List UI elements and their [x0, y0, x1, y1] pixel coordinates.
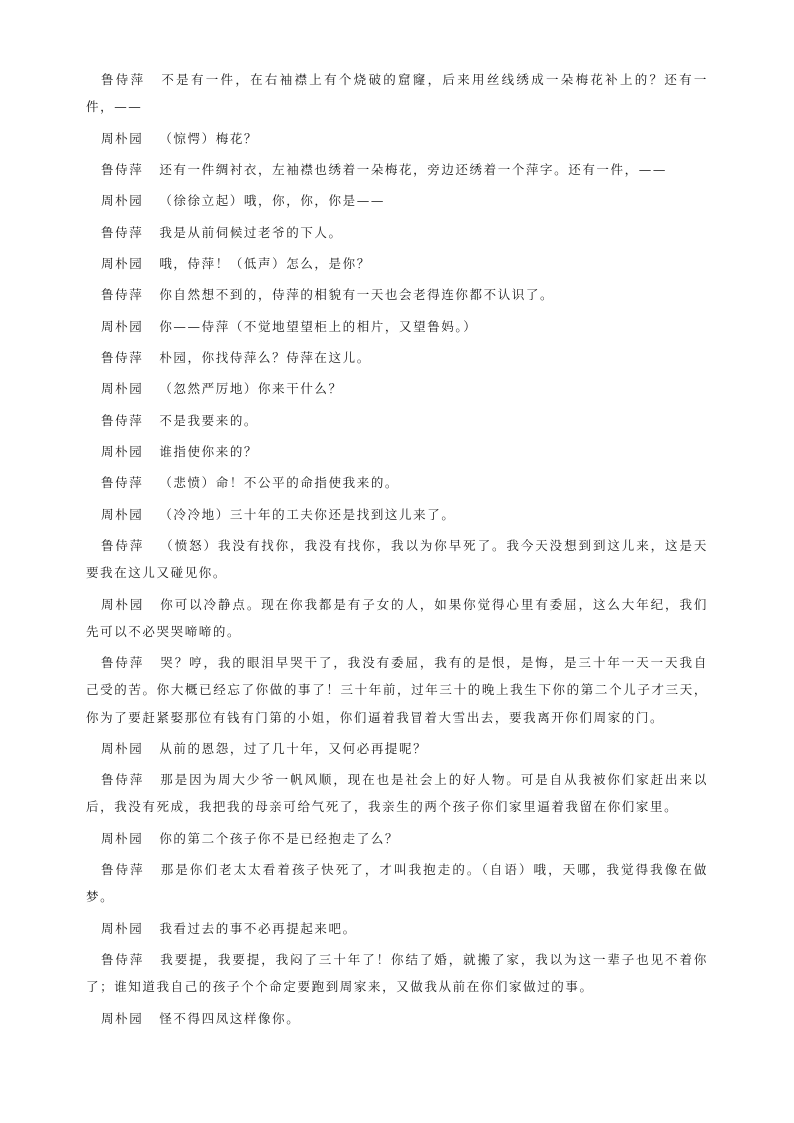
- line-text: 哭？哼，我的眼泪早哭干了，我没有委屈，我有的是恨，是悔，是三十年一天一天我自己受的苦。你大概已经忘了你做的事了！三十年前，过年三十的晚上我生下你的第二个儿子才三天，你为了要赶紧娶那位有钱有门第的小姐，你们逼着我冒着大雪出去，要我离开你们周家的门。: [86, 655, 708, 725]
- dialogue-script: [0, 66, 794, 1036]
- speaker-name: 周朴园: [101, 920, 144, 936]
- line-text: 朴园，你找侍萍么？侍萍在这儿。: [159, 349, 371, 365]
- line-text: 你的第二个孩子你不是已经抱走了么？: [159, 830, 400, 846]
- dialogue-line: [0, 125, 794, 152]
- line-text: （忽然严厉地）你来干什么？: [159, 381, 343, 397]
- speaker-name: 周朴园: [101, 318, 144, 334]
- line-text: （悲愤）命！不公平的命指使我来的。: [159, 475, 400, 491]
- speaker-name: 鲁侍萍: [101, 412, 144, 428]
- speaker-name: 鲁侍萍: [101, 655, 145, 671]
- line-text: 从前的恩怨，过了几十年，又何必再提呢？: [159, 740, 428, 756]
- dialogue-line: [0, 532, 794, 586]
- line-text: 那是因为周大少爷一帆风顺，现在也是社会上的好人物。可是自从我被你们家赶出来以后，我没有死成，我把我的母亲可给气死了，我亲生的两个孩子你们家里逼着我留在你们家里。: [86, 772, 708, 815]
- line-text: 谁指使你来的？: [159, 443, 259, 459]
- dialogue-line: [0, 735, 794, 762]
- speaker-name: 周朴园: [101, 830, 144, 846]
- line-text: 我看过去的事不必再提起来吧。: [159, 920, 357, 936]
- speaker-name: 鲁侍萍: [101, 475, 144, 491]
- speaker-name: 鲁侍萍: [101, 862, 145, 878]
- line-text: （冷冷地）三十年的工夫你还是找到这儿来了。: [159, 506, 456, 522]
- speaker-name: 周朴园: [101, 740, 144, 756]
- speaker-name: 周朴园: [101, 381, 144, 397]
- dialogue-line: [0, 344, 794, 371]
- line-text: 不是有一件，在右袖襟上有个烧破的窟窿，后来用丝线绣成一朵梅花补上的？还有一件，——: [86, 72, 709, 115]
- speaker-name: 周朴园: [101, 443, 144, 459]
- dialogue-line: [0, 649, 794, 731]
- dialogue-line: [0, 1005, 794, 1032]
- speaker-name: 鲁侍萍: [101, 772, 145, 788]
- dialogue-line: [0, 66, 794, 120]
- line-text: （愤怒）我没有找你，我没有找你，我以为你早死了。我今天没想到到这儿来，这是天要我在这儿又碰见你。: [86, 538, 708, 581]
- dialogue-line: [0, 281, 794, 308]
- line-text: 我是从前伺候过老爷的下人。: [159, 224, 343, 240]
- dialogue-line: [0, 469, 794, 496]
- speaker-name: 鲁侍萍: [101, 538, 145, 554]
- line-text: 不是我要来的。: [159, 412, 259, 428]
- speaker-name: 鲁侍萍: [101, 287, 144, 303]
- speaker-name: 周朴园: [101, 596, 145, 612]
- line-text: 你可以冷静点。现在你我都是有子女的人，如果你觉得心里有委屈，这么大年纪，我们先可以不必哭哭啼啼的。: [86, 596, 708, 639]
- line-text: 我要提，我要提，我闷了三十年了！你结了婚，就搬了家，我以为这一辈子也见不着你了；谁知道我自己的孩子个个命定要跑到周家来，又做我从前在你们家做过的事。: [86, 951, 708, 995]
- dialogue-line: [0, 591, 794, 645]
- dialogue-line: [0, 375, 794, 402]
- dialogue-line: [0, 187, 794, 214]
- speaker-name: 鲁侍萍: [101, 224, 144, 240]
- dialogue-line: [0, 856, 794, 910]
- dialogue-line: [0, 156, 794, 183]
- speaker-name: 周朴园: [101, 1010, 144, 1026]
- speaker-name: 鲁侍萍: [101, 161, 144, 177]
- line-text: 怪不得四凤这样像你。: [159, 1010, 301, 1026]
- dialogue-line: [0, 825, 794, 852]
- speaker-name: 鲁侍萍: [101, 349, 144, 365]
- dialogue-line: [0, 501, 794, 528]
- speaker-name: 周朴园: [101, 506, 144, 522]
- dialogue-line: [0, 250, 794, 277]
- dialogue-line: [0, 946, 794, 1000]
- speaker-name: 鲁侍萍: [101, 72, 146, 87]
- line-text: （徐徐立起）哦，你，你，你是——: [159, 193, 385, 209]
- speaker-name: 周朴园: [101, 255, 144, 271]
- speaker-name: 周朴园: [101, 193, 144, 209]
- line-text: 那是你们老太太看着孩子快死了，才叫我抱走的。（自语）哦，天哪，我觉得我像在做梦。: [86, 862, 708, 905]
- line-text: 哦，侍萍！（低声）怎么，是你？: [159, 255, 371, 271]
- dialogue-line: [0, 438, 794, 465]
- speaker-name: 周朴园: [101, 130, 144, 146]
- line-text: 你——侍萍（不觉地望望柜上的相片，又望鲁妈。）: [159, 318, 478, 334]
- line-text: 你自然想不到的，侍萍的相貌有一天也会老得连你都不认识了。: [159, 287, 555, 303]
- dialogue-line: [0, 766, 794, 820]
- dialogue-line: [0, 407, 794, 434]
- dialogue-line: [0, 219, 794, 246]
- dialogue-line: [0, 313, 794, 340]
- speaker-name: 鲁侍萍: [101, 951, 145, 967]
- line-text: 还有一件绸衬衣，左袖襟也绣着一朵梅花，旁边还绣着一个萍字。还有一件，——: [159, 161, 667, 177]
- line-text: （惊愕）梅花？: [159, 130, 259, 146]
- dialogue-line: [0, 915, 794, 942]
